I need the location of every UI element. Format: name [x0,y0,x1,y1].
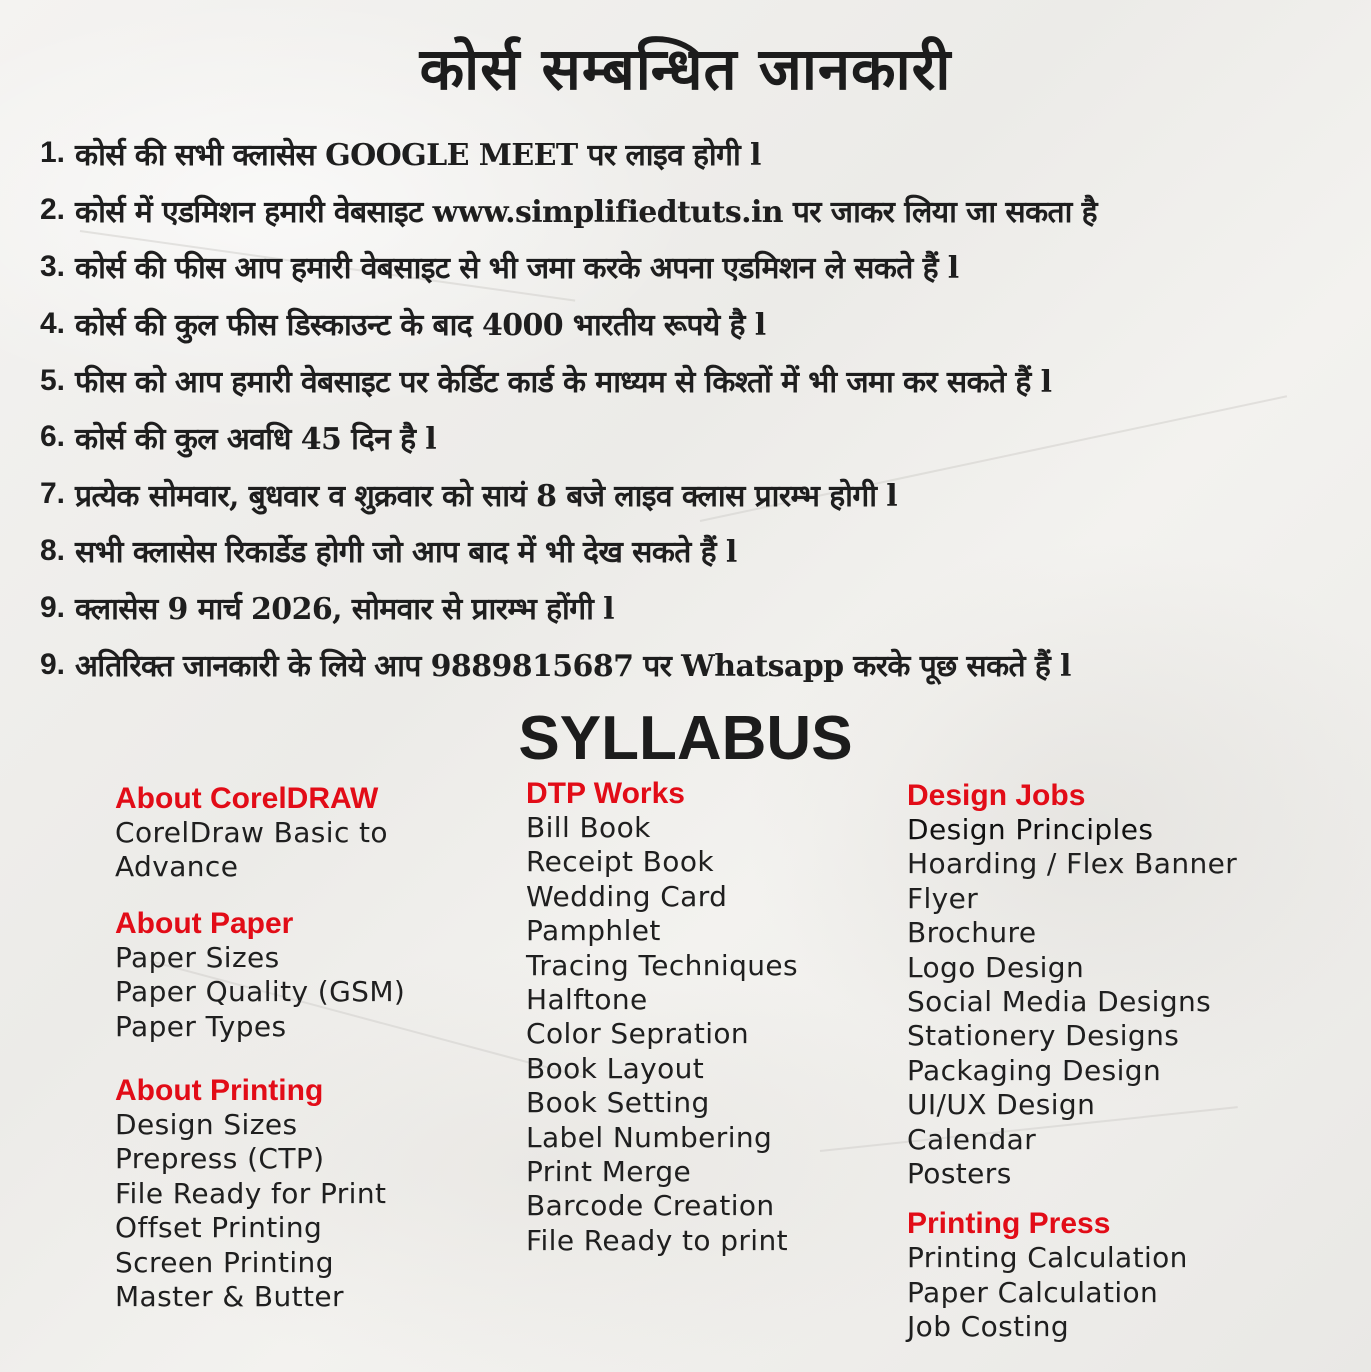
list-item: File Ready to print [526,1223,788,1257]
section-heading: About CorelDRAW [115,782,379,815]
list-item: CorelDraw Basic to Advance [115,816,388,884]
info-text: अतिरिक्त जानकारी के लिये आप 9889815687 पर Whatsapp करके पूछ सकते हैं l [75,649,1071,685]
section-heading: Printing Press [907,1207,1111,1241]
list-item: Hoarding / Flex Banner [907,847,1238,881]
syllabus-column-2 [526,777,886,1258]
info-number: 1. [40,136,66,170]
info-text: क्लासेस 9 मार्च 2026, सोमवार से प्रारम्भ होंगी l [75,592,614,628]
syllabus-section [115,782,515,885]
syllabus-section [907,779,1347,1191]
section-heading: DTP Works [526,777,685,810]
list-item: Pamphlet [526,914,661,948]
list-item: Color Sepration [526,1017,750,1051]
info-number: 7. [40,477,66,511]
info-number: 8. [40,533,66,567]
section-items [526,811,886,1258]
info-text: फीस को आप हमारी वेबसाइट पर केर्डिट कार्ड के माध्यम से किश्तों में भी जमा कर सकते हैं l [75,365,1052,401]
list-item: Calendar [907,1122,1037,1156]
list-item: UI/UX Design [907,1088,1096,1122]
list-item: Label Numbering [526,1120,773,1154]
section-items [907,1241,1347,1344]
info-item [40,466,1360,523]
info-item [40,239,1360,296]
list-item: Receipt Book [526,845,714,879]
syllabus-section [115,1074,515,1314]
list-item: Packaging Design [907,1053,1162,1087]
list-item: Wedding Card [526,879,728,913]
syllabus-column-1 [115,782,515,1314]
list-item: Print Merge [526,1155,692,1189]
info-text: प्रत्येक सोमवार, बुधवार व शुक्रवार को सायं 8 बजे लाइव क्लास प्रारम्भ होगी l [75,478,898,514]
list-item: Tracing Techniques [526,948,799,982]
info-number: 5. [40,363,66,397]
list-item: Design Sizes [115,1108,298,1142]
section-heading: About Printing [115,1074,324,1108]
info-number: 9. [40,647,66,681]
info-text: कोर्स की कुल अवधि 45 दिन है l [75,421,437,457]
list-item: Screen Printing [115,1245,334,1279]
section-items [907,813,1347,1191]
syllabus-title: SYLLABUS [518,704,853,773]
list-item: Offset Printing [115,1211,323,1245]
list-item: Posters [907,1157,1012,1191]
list-item: Book Setting [526,1086,710,1120]
info-item [40,295,1360,352]
info-item [40,182,1360,239]
syllabus-section [526,777,886,1258]
info-item [40,523,1360,580]
info-text: कोर्स की सभी क्लासेस GOOGLE MEET पर लाइव होगी l [75,137,761,173]
list-item: File Ready for Print [115,1176,387,1210]
list-item: Master & Butter [115,1280,344,1314]
section-items [115,816,515,885]
course-info-list [40,125,1360,693]
info-item [40,352,1360,409]
syllabus-section [115,907,515,1044]
list-item: Book Layout [526,1051,705,1085]
section-heading: About Paper [115,906,294,940]
list-item: Job Costing [907,1310,1070,1344]
list-item: Logo Design [907,950,1085,984]
list-item: Social Media Designs [907,985,1212,1019]
list-item: Design Principles [907,813,1154,846]
list-item: Paper Quality (GSM) [115,975,406,1009]
syllabus-column-3 [907,779,1347,1345]
info-number: 2. [40,193,66,227]
list-item: Brochure [907,916,1037,950]
list-item: Halftone [526,983,648,1017]
syllabus-section [907,1207,1347,1344]
info-number: 9. [40,590,66,624]
section-items [115,1108,515,1314]
list-item: Stationery Designs [907,1019,1180,1053]
info-item [40,636,1360,693]
list-item: Paper Sizes [115,940,280,974]
section-heading: Design Jobs [907,779,1086,812]
info-item [40,579,1360,636]
info-number: 6. [40,420,66,454]
info-text: कोर्स में एडमिशन हमारी वेबसाइट www.simplifiedtuts.in पर जाकर लिया जा सकता है [75,194,1097,230]
section-items [115,941,515,1044]
list-item: Bill Book [526,811,651,844]
list-item: Flyer [907,881,979,915]
info-text: सभी क्लासेस रिकार्डेड होगी जो आप बाद में भी देख सकते हैं l [75,535,737,571]
info-item [40,125,1360,182]
list-item: Paper Types [115,1009,287,1043]
page-title: कोर्स सम्बन्धित जानकारी [419,35,952,103]
list-item: Barcode Creation [526,1189,775,1223]
list-item: Printing Calculation [907,1241,1188,1275]
info-number: 3. [40,249,66,283]
info-item [40,409,1360,466]
info-text: कोर्स की फीस आप हमारी वेबसाइट से भी जमा करके अपना एडमिशन ले सकते हैं l [75,251,959,287]
list-item: Paper Calculation [907,1275,1159,1309]
info-text: कोर्स की कुल फीस डिस्काउन्ट के बाद 4000 भारतीय रूपये है l [75,308,766,344]
list-item: Prepress (CTP) [115,1142,325,1176]
info-number: 4. [40,306,66,340]
